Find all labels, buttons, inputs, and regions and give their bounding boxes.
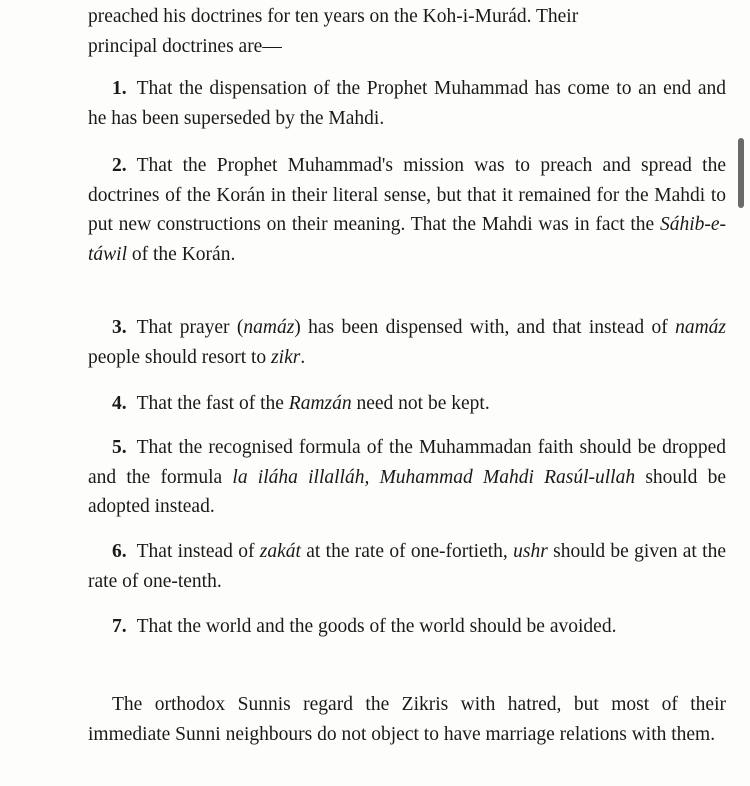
doctrine-item-3 — [88, 313, 726, 372]
intro-line-2: principal doctrines are— — [88, 35, 282, 57]
doctrine-number: 5. — [112, 437, 127, 458]
doctrine-number: 4. — [112, 393, 127, 414]
closing-paragraph: The orthodox Sunnis regard the Zikris with hatred, but most of their immediate Sunni neighbours do not object to have marriage relations with them. — [88, 694, 726, 745]
doctrine-number: 7. — [112, 616, 127, 637]
doctrine-number: 6. — [112, 541, 127, 562]
scrollbar-thumb[interactable] — [738, 138, 744, 208]
doctrine-number: 2. — [112, 155, 127, 176]
doctrine-item-7 — [88, 612, 726, 642]
doctrine-text: That the recognised formula of the Muhammadan faith should be dropped and the formula la iláha illalláh, Muhammad Mahdi Rasúl-ullah should be adopted instead. — [88, 437, 726, 517]
doctrine-text: That the dispensation of the Prophet Muhammad has come to an end and he has been superseded by the Mahdi. — [88, 78, 726, 129]
doctrine-text: That the Prophet Muhammad's mission was to preach and spread the doctrines of the Korán in their literal sense, but that it remained for the Mahdi to put new constructions on their meaning. That the Mahdi was in fact the Sáhib-e-táwil of the Korán. — [88, 155, 726, 265]
doctrine-text: That the world and the goods of the world should be avoided. — [136, 616, 617, 637]
doctrine-text: That prayer (namáz) has been dispensed with, and that instead of namáz people should resort to zikr. — [88, 317, 726, 368]
intro-paragraph — [88, 2, 726, 61]
doctrine-number: 1. — [112, 78, 127, 99]
doctrine-number: 3. — [112, 317, 127, 338]
doctrine-text: That instead of zakát at the rate of one-fortieth, ushr should be given at the rate of one-tenth. — [88, 541, 726, 592]
doctrine-item-1 — [88, 74, 726, 133]
doctrine-item-2 — [88, 151, 726, 269]
doctrine-text: That the fast of the Ramzán need not be kept. — [136, 393, 490, 414]
intro-line-1: preached his doctrines for ten years on the Koh-i-Murád. Their — [88, 6, 579, 27]
doctrine-item-5 — [88, 433, 726, 522]
doctrine-item-6 — [88, 537, 726, 596]
doctrine-item-4 — [88, 389, 726, 419]
